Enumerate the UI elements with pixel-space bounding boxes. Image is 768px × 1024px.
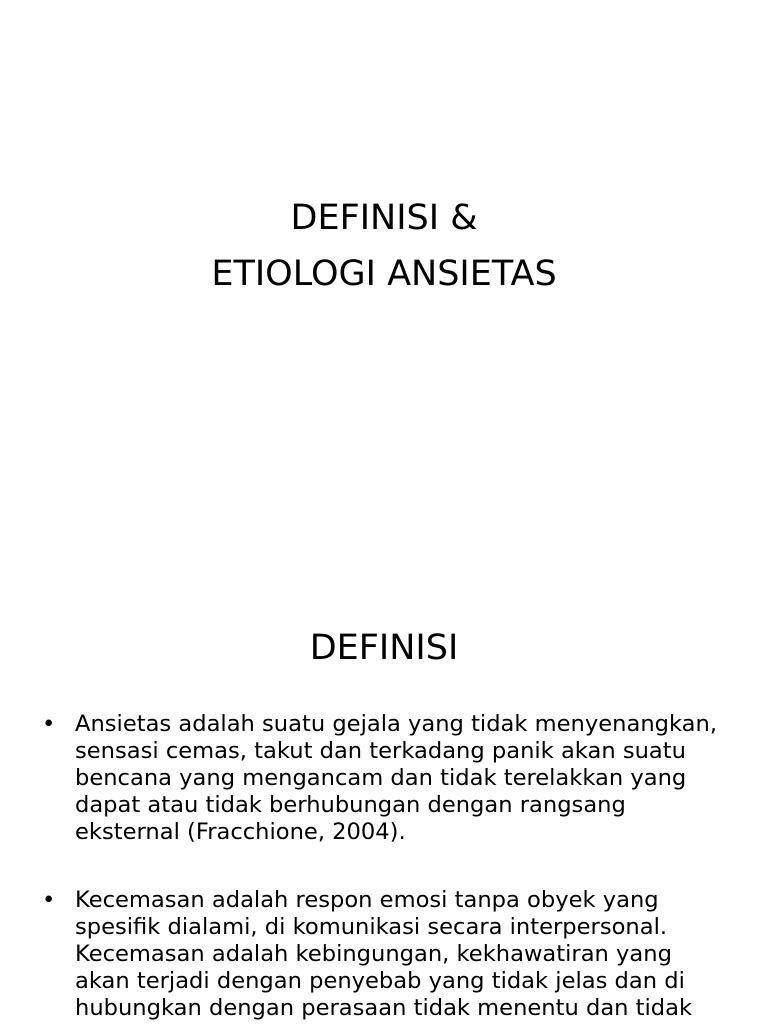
- bullet-text-line: sensasi cemas, takut dan terkadang panik akan suatu: [75, 738, 686, 764]
- bullet-text-line: hubungkan dengan perasaan tidak menentu dan tidak: [75, 995, 693, 1021]
- bullet-text-line: dapat atau tidak berhubungan dengan rangsang: [75, 792, 626, 818]
- bullet-text-line: Ansietas adalah suatu gejala yang tidak menyenangkan,: [75, 711, 718, 737]
- title-line: ETIOLOGI ANSIETAS: [211, 254, 557, 294]
- bullet-icon: •: [42, 711, 56, 737]
- bullet-text-line: eksternal (Fracchione, 2004).: [75, 819, 406, 845]
- slide-title-heading: [0, 190, 768, 302]
- bullet-item: [42, 711, 742, 846]
- title-line: DEFINISI &: [290, 198, 478, 238]
- bullet-text: [75, 887, 742, 1022]
- bullet-list: [42, 711, 742, 1024]
- slide-heading: DEFINISI: [309, 628, 459, 668]
- bullet-text: [75, 711, 742, 846]
- bullet-item: [42, 887, 742, 1022]
- bullet-text-line: akan terjadi dengan penyebab yang tidak jelas dan di: [75, 968, 685, 994]
- bullet-text-line: spesifik dialami, di komunikasi secara interpersonal.: [75, 914, 668, 940]
- bullet-text-line: bencana yang mengancam dan tidak terelakkan yang: [75, 765, 687, 791]
- slide-definisi: [0, 576, 768, 1024]
- bullet-text-line: Kecemasan adalah kebingungan, kekhawatiran yang: [75, 941, 672, 967]
- bullet-text-line: Kecemasan adalah respon emosi tanpa obyek yang: [75, 887, 659, 913]
- bullet-icon: •: [42, 887, 56, 913]
